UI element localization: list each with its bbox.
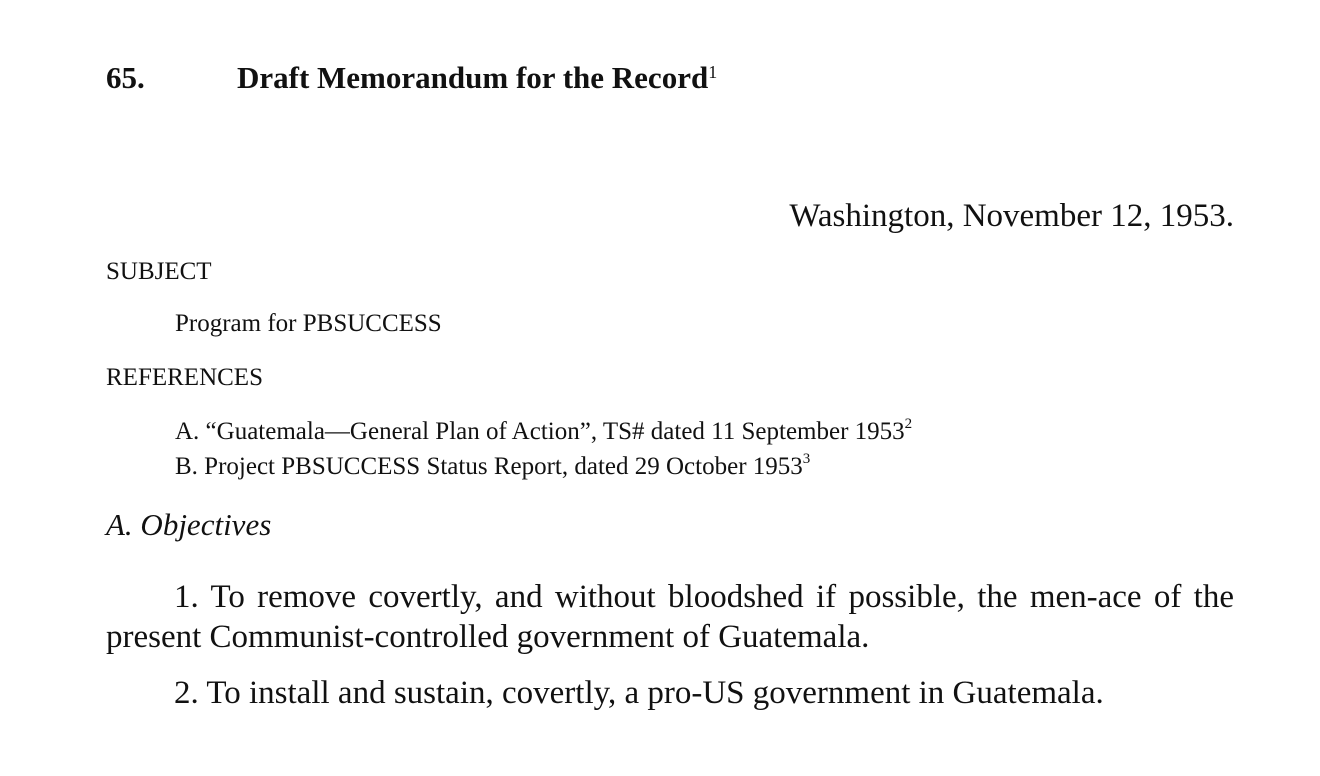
reference-text-a: A. “Guatemala—General Plan of Action”, TS# dated 11 September 1953 (175, 418, 905, 445)
document-title-text: Draft Memorandum for the Record (237, 60, 709, 95)
document-number: 65. (106, 60, 145, 95)
reference-text-b: B. Project PBSUCCESS Status Report, dated 29 October 1953 (175, 453, 803, 480)
footnote-ref-1[interactable]: 1 (708, 62, 718, 82)
objective-paragraph-1: 1. To remove covertly, and without bloodshed if possible, the men-ace of the present Communist-controlled government of Guatemala. (106, 579, 1234, 655)
footnote-ref-2[interactable]: 2 (904, 416, 913, 432)
section-heading-objectives: A. Objectives (106, 507, 272, 542)
dateline: Washington, November 12, 1953. (789, 198, 1234, 234)
objective-paragraph-2: 2. To install and sustain, covertly, a pro-US government in Guatemala. (174, 675, 1104, 711)
document-title (237, 60, 717, 96)
subject-text: Program for PBSUCCESS (175, 310, 442, 337)
reference-item-a (175, 418, 912, 446)
subject-heading: SUBJECT (106, 258, 212, 285)
footnote-ref-3[interactable]: 3 (802, 451, 811, 467)
reference-item-b (175, 453, 810, 481)
references-heading: REFERENCES (106, 364, 263, 391)
